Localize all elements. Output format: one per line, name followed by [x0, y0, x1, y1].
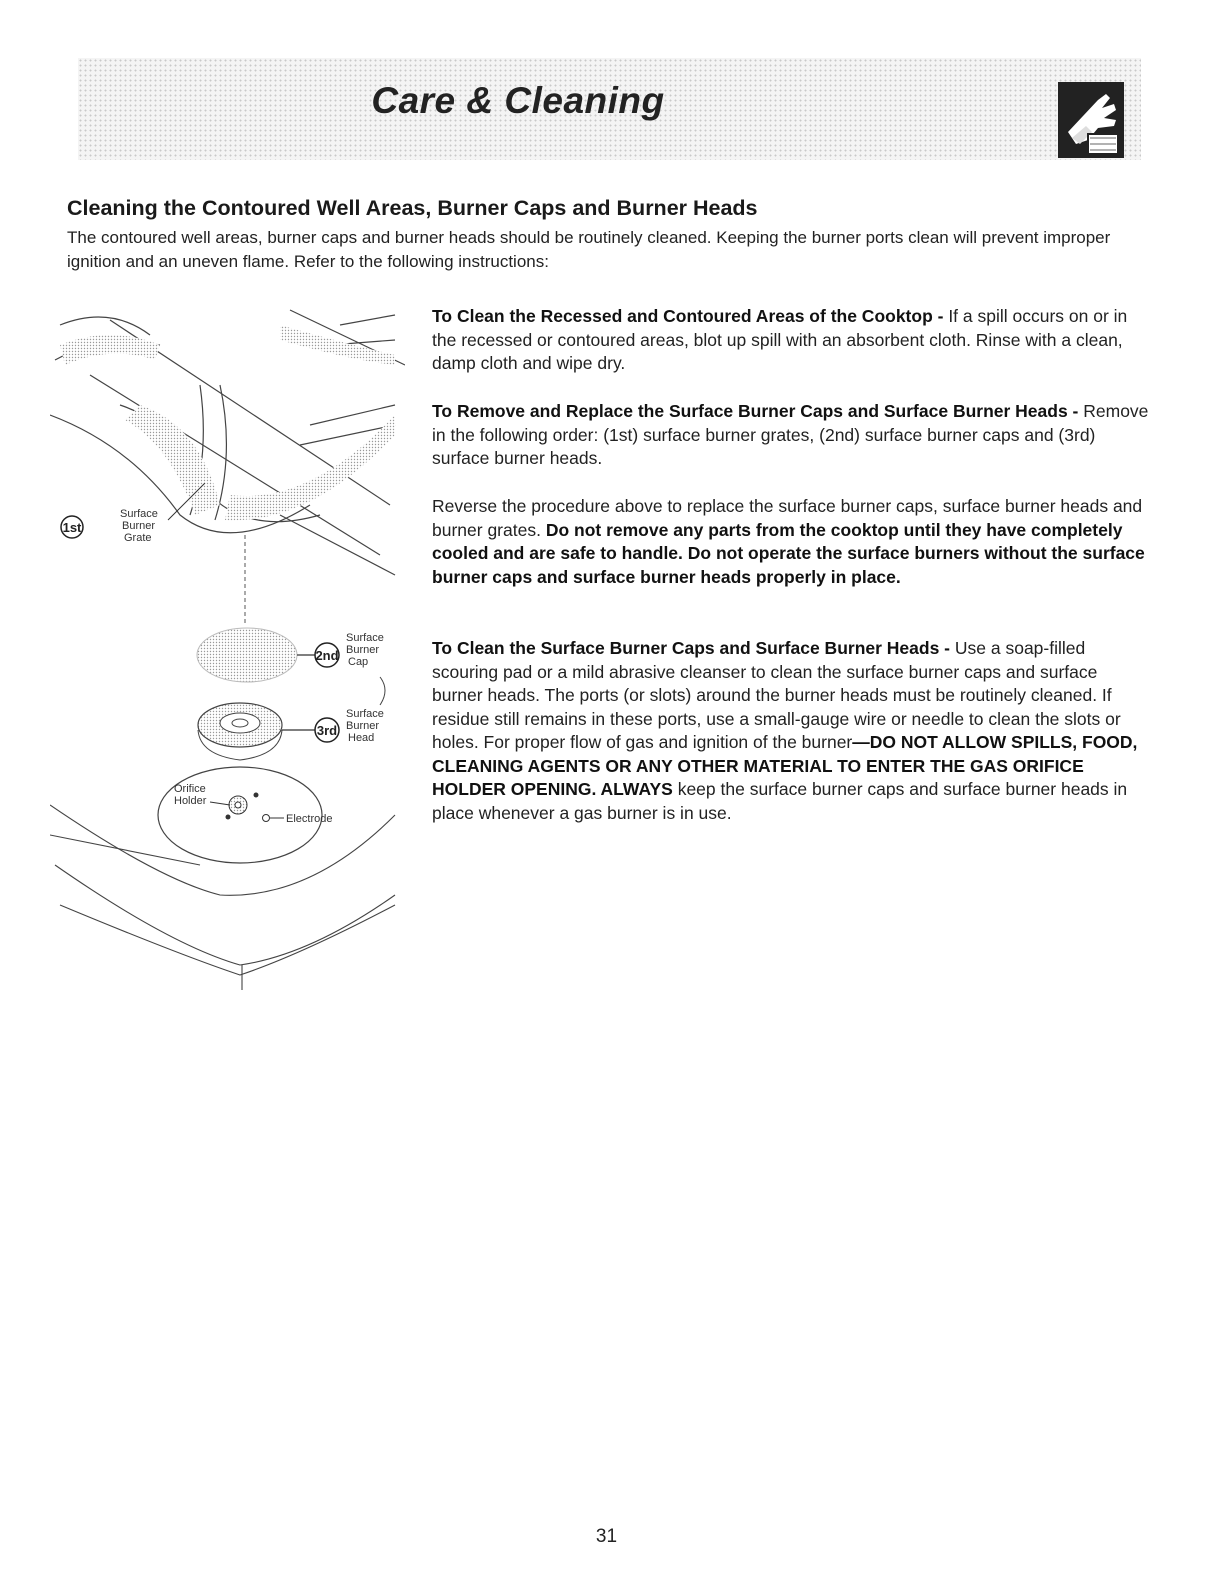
orifice-holder [226, 793, 259, 820]
grate-shading [60, 335, 160, 365]
burner-cap [197, 628, 297, 682]
grate-shading [280, 325, 395, 365]
paragraph-remove-replace-body: Remove in the following order: (1st) surface burner grates, (2nd) surface burner caps and (3rd) surface burner heads. [432, 401, 1149, 468]
paragraph-clean-recessed-areas-heading: To Clean the Recessed and Contoured Areas of the Cooktop - [432, 306, 944, 326]
callout-cap-label-2: Burner [346, 644, 380, 656]
callout-head-label-2: Burner [346, 720, 380, 732]
paragraph-remove-replace [432, 400, 1152, 471]
paragraph-clean-recessed-areas-body: If a spill occurs on or in the recessed or contoured areas, blot up spill with an absorbent cloth. Rinse with a clean, damp cloth and wipe dry. [432, 306, 1128, 373]
section-intro: The contoured well areas, burner caps and burner heads should be routinely cleaned. Keeping the burner ports clean will prevent improper ignition and an uneven flame. Refer to the following instructions: [67, 228, 1111, 271]
paragraph-clean-caps-heads-body: Use a soap-filled scouring pad or a mild abrasive cleanser to clean the surface burner caps and surface burner heads. The ports (or slots) around the burner heads must be routinely cleaned. If residue still remains in these ports, use a small-gauge wire or needle to clean the slots or holes. For proper flow of gas and ignition of the burner [432, 638, 1121, 752]
callout-cap-label-3: Cap [348, 656, 369, 668]
burner-diagram [50, 305, 405, 995]
paragraph-clean-caps-heads-warning: —DO NOT ALLOW SPILLS, FOOD, CLEANING AGENTS OR ANY OTHER MATERIAL TO ENTER THE GAS ORIFICE HOLDER OPENING. ALWAYS [432, 732, 1138, 799]
callout-grate [61, 508, 158, 544]
electrode [263, 815, 285, 822]
page-title: Care & Cleaning [371, 80, 665, 121]
callout-head-label-1: Surface [346, 708, 384, 720]
callout-cap-number: 2nd [315, 648, 339, 663]
page-number: 31 [595, 1526, 618, 1547]
callout-electrode-label: Electrode [286, 813, 333, 825]
callout-grate-label-3: Grate [124, 532, 152, 544]
paragraph-clean-caps-heads-heading: To Clean the Surface Burner Caps and Surface Burner Heads - [432, 638, 951, 658]
grate-shading [125, 405, 220, 515]
paragraph-reverse-procedure [432, 495, 1152, 589]
cooktop-edge [380, 677, 385, 705]
callout-head-label-3: Head [348, 732, 375, 744]
callout-grate-number: 1st [62, 520, 82, 535]
cooktop-surface [50, 805, 395, 990]
burner-diagram-svg [50, 305, 405, 995]
header-banner [78, 58, 1141, 160]
paragraph-clean-recessed-areas [432, 305, 1152, 376]
callout-grate-label-2: Burner [122, 520, 156, 532]
burner-head [198, 703, 282, 760]
callout-grate-label-1: Surface [120, 508, 158, 520]
callout-head-number: 3rd [316, 723, 338, 738]
callout-orifice-label-2: Holder [174, 795, 207, 807]
callout-cap [315, 632, 384, 668]
paragraph-reverse-procedure-warning: Do not remove any parts from the cooktop until they have completely cooled and are safe to handle. Do not operate the surface burners without the surface burner caps and surface burner heads properly in place. [432, 519, 1145, 587]
callout-head [315, 708, 384, 744]
paragraph-remove-replace-heading: To Remove and Replace the Surface Burner Caps and Surface Burner Heads - [432, 401, 1079, 421]
cleaning-hand-icon [1058, 82, 1124, 158]
section-title: Cleaning the Contoured Well Areas, Burner Caps and Burner Heads [67, 196, 758, 220]
callout-cap-label-1: Surface [346, 632, 384, 644]
callout-orifice-label-1: Orifice [174, 783, 206, 795]
orifice-leader-line [210, 802, 230, 805]
paragraph-clean-caps-heads [432, 637, 1152, 825]
paragraph-clean-caps-heads-tail: keep the surface burner caps and surface burner heads in place whenever a gas burner is in use. [432, 779, 1128, 823]
paragraph-reverse-procedure-body: Reverse the procedure above to replace the surface burner caps, surface burner heads and burner grates. [432, 496, 1143, 540]
